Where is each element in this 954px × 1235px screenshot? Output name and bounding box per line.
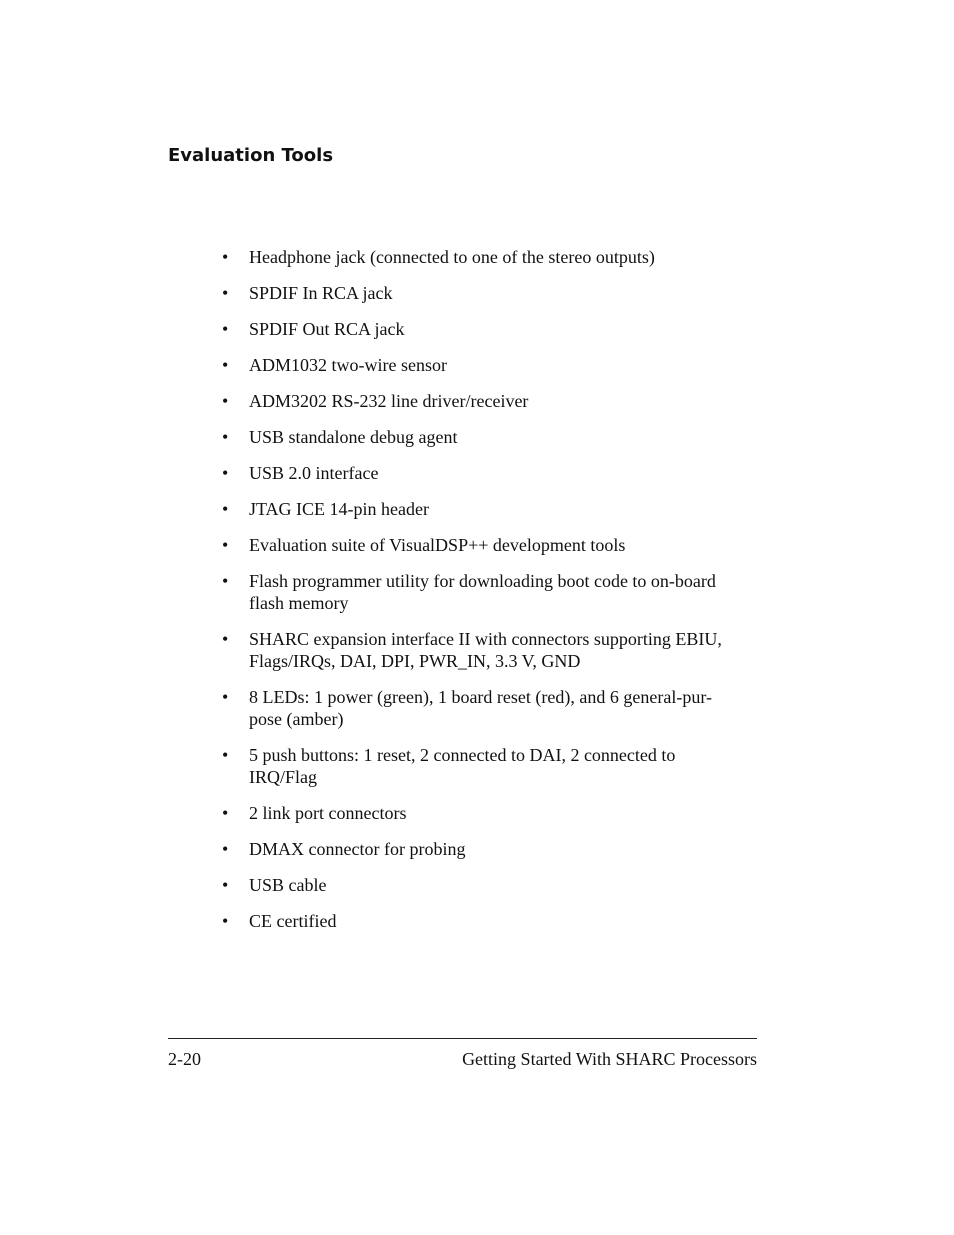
list-item: [222, 534, 762, 556]
footer-divider: [168, 1038, 757, 1039]
list-item-text: IRQ/Flag: [249, 767, 318, 787]
list-item-text: JTAG ICE 14-pin header: [249, 499, 430, 519]
list-item: [222, 570, 762, 614]
list-item: [222, 354, 762, 376]
list-item: [222, 686, 762, 730]
list-item-text: ADM3202 RS-232 line driver/receiver: [249, 391, 529, 411]
bullet-marker: •: [222, 745, 229, 765]
list-item: [222, 282, 762, 304]
bullet-marker: •: [222, 355, 229, 375]
list-item-text: Flags/IRQs, DAI, DPI, PWR_IN, 3.3 V, GND: [249, 651, 581, 671]
list-item-text: USB cable: [249, 875, 327, 895]
list-item: [222, 246, 762, 268]
list-item-text: pose (amber): [249, 709, 344, 729]
bullet-marker: •: [222, 463, 229, 483]
bullet-marker: •: [222, 283, 229, 303]
list-item: [222, 390, 762, 412]
bullet-marker: •: [222, 319, 229, 339]
list-item: [222, 318, 762, 340]
bullet-marker: •: [222, 687, 229, 707]
bullet-marker: •: [222, 535, 229, 555]
list-item-text: ADM1032 two-wire sensor: [249, 355, 447, 375]
list-item: [222, 802, 762, 824]
list-item-text: Flash programmer utility for downloading boot code to on-board: [249, 571, 716, 591]
list-item-text: 2 link port connectors: [249, 803, 407, 823]
list-item-text: USB 2.0 interface: [249, 463, 379, 483]
list-item-text: Headphone jack (connected to one of the stereo outputs): [249, 247, 655, 267]
bullet-marker: •: [222, 911, 229, 931]
bullet-marker: •: [222, 629, 229, 649]
list-item-text: Evaluation suite of VisualDSP++ development tools: [249, 535, 626, 555]
list-item-text: SPDIF In RCA jack: [249, 283, 393, 303]
document-title: Getting Started With SHARC Processors: [462, 1049, 757, 1069]
list-item: [222, 874, 762, 896]
list-item-text: CE certified: [249, 911, 337, 931]
list-item-text: DMAX connector for probing: [249, 839, 466, 859]
list-item: [222, 744, 762, 788]
list-item: [222, 426, 762, 448]
list-item-text: 8 LEDs: 1 power (green), 1 board reset (red), and 6 general-pur-: [249, 687, 712, 707]
bullet-marker: •: [222, 571, 229, 591]
bullet-marker: •: [222, 803, 229, 823]
list-item-text: 5 push buttons: 1 reset, 2 connected to DAI, 2 connected to: [249, 745, 676, 765]
list-item-text: USB standalone debug agent: [249, 427, 458, 447]
list-item: [222, 838, 762, 860]
bullet-marker: •: [222, 875, 229, 895]
list-item: [222, 910, 762, 932]
list-item-text: SHARC expansion interface II with connectors supporting EBIU,: [249, 629, 722, 649]
feature-list: [222, 246, 762, 946]
list-item-text: SPDIF Out RCA jack: [249, 319, 405, 339]
page-number: 2-20: [168, 1049, 201, 1069]
list-item-text: flash memory: [249, 593, 349, 613]
list-item: [222, 498, 762, 520]
bullet-marker: •: [222, 427, 229, 447]
bullet-marker: •: [222, 391, 229, 411]
bullet-marker: •: [222, 247, 229, 267]
list-item: [222, 462, 762, 484]
list-item: [222, 628, 762, 672]
bullet-marker: •: [222, 839, 229, 859]
section-heading: Evaluation Tools: [168, 145, 334, 166]
bullet-marker: •: [222, 499, 229, 519]
